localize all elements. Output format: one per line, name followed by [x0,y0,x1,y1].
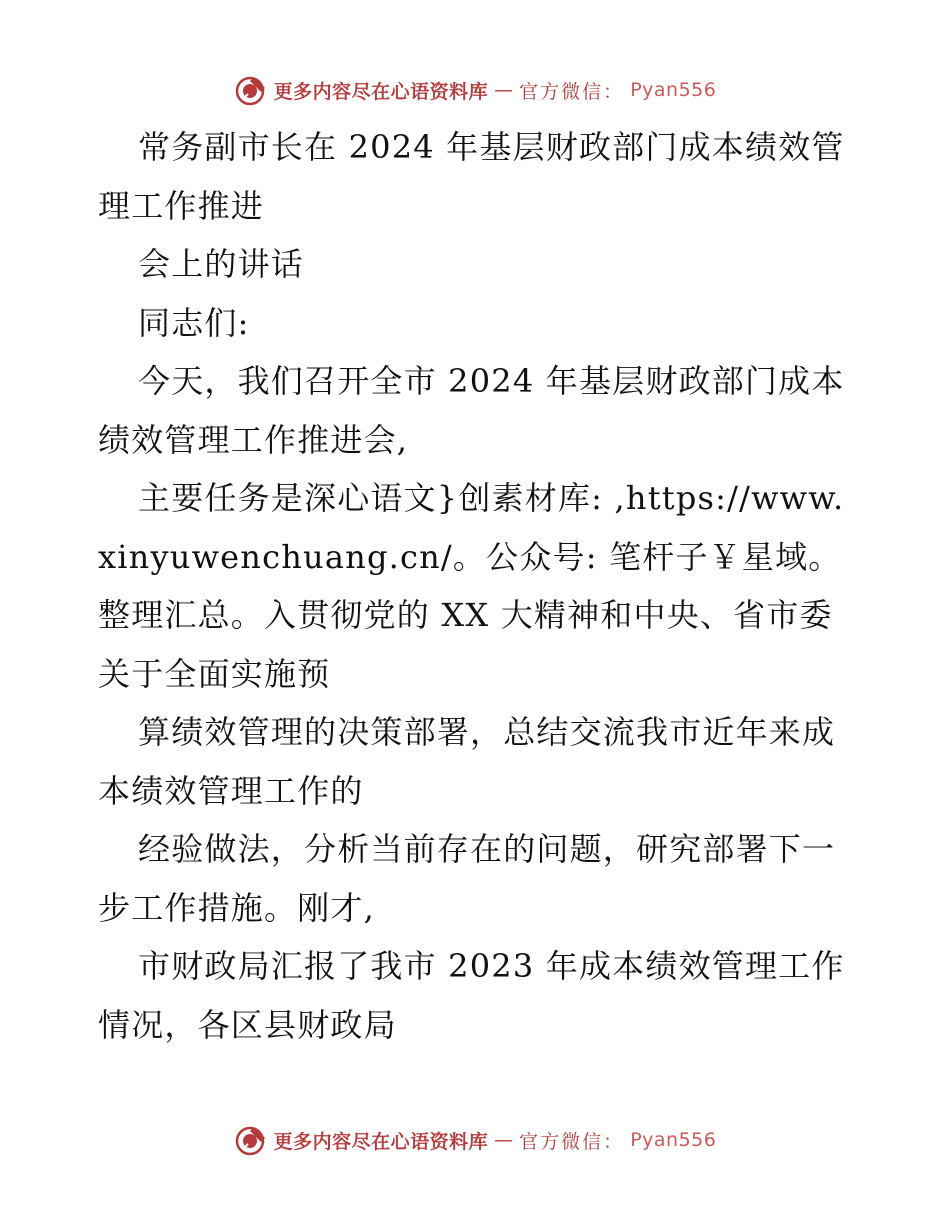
salutation: 同志们: [138,303,250,342]
body-paragraph: 今天，我们召开全市 2024 年基层财政部门成本绩效管理工作推进会, [98,362,845,459]
watermark-wechat-id: Pyan556 [630,79,717,101]
pen-seal-logo-icon [234,73,268,107]
body-paragraph: 市财政局汇报了我市 2023 年成本绩效管理工作情况，各区县财政局 [98,947,845,1044]
pen-seal-logo-icon [234,1123,268,1157]
body-paragraph: 算绩效管理的决策部署，总结交流我市近年来成本绩效管理工作的 [98,713,836,810]
watermark-separator: — [494,79,514,101]
footer-watermark-banner [0,1120,950,1160]
watermark-wechat-id: Pyan556 [630,1129,717,1151]
watermark-wechat-label: 官方微信： [519,1130,625,1153]
watermark-separator: — [494,1129,514,1151]
document-title-line-2: 会上的讲话 [138,245,305,283]
document-body [98,118,858,1054]
body-paragraph: 主要任务是深心语文}创素材库: ,https://www.xinyuwenchuang.cn/。公众号: 笔杆子￥星域。整理汇总。入贯彻党的 XX 大精神和中央、省市委关于全面实施预 [98,479,845,693]
watermark-wechat-label: 官方微信： [519,80,625,103]
document-title-line-1: 常务副市长在 2024 年基层财政部门成本绩效管理工作推进 [98,128,845,225]
body-paragraph: 经验做法，分析当前存在的问题，研究部署下一步工作措施。刚才, [98,830,836,927]
watermark-main-text: 更多内容尽在心语资料库 [273,80,489,103]
watermark-main-text: 更多内容尽在心语资料库 [273,1130,489,1153]
header-watermark-banner [0,70,950,110]
